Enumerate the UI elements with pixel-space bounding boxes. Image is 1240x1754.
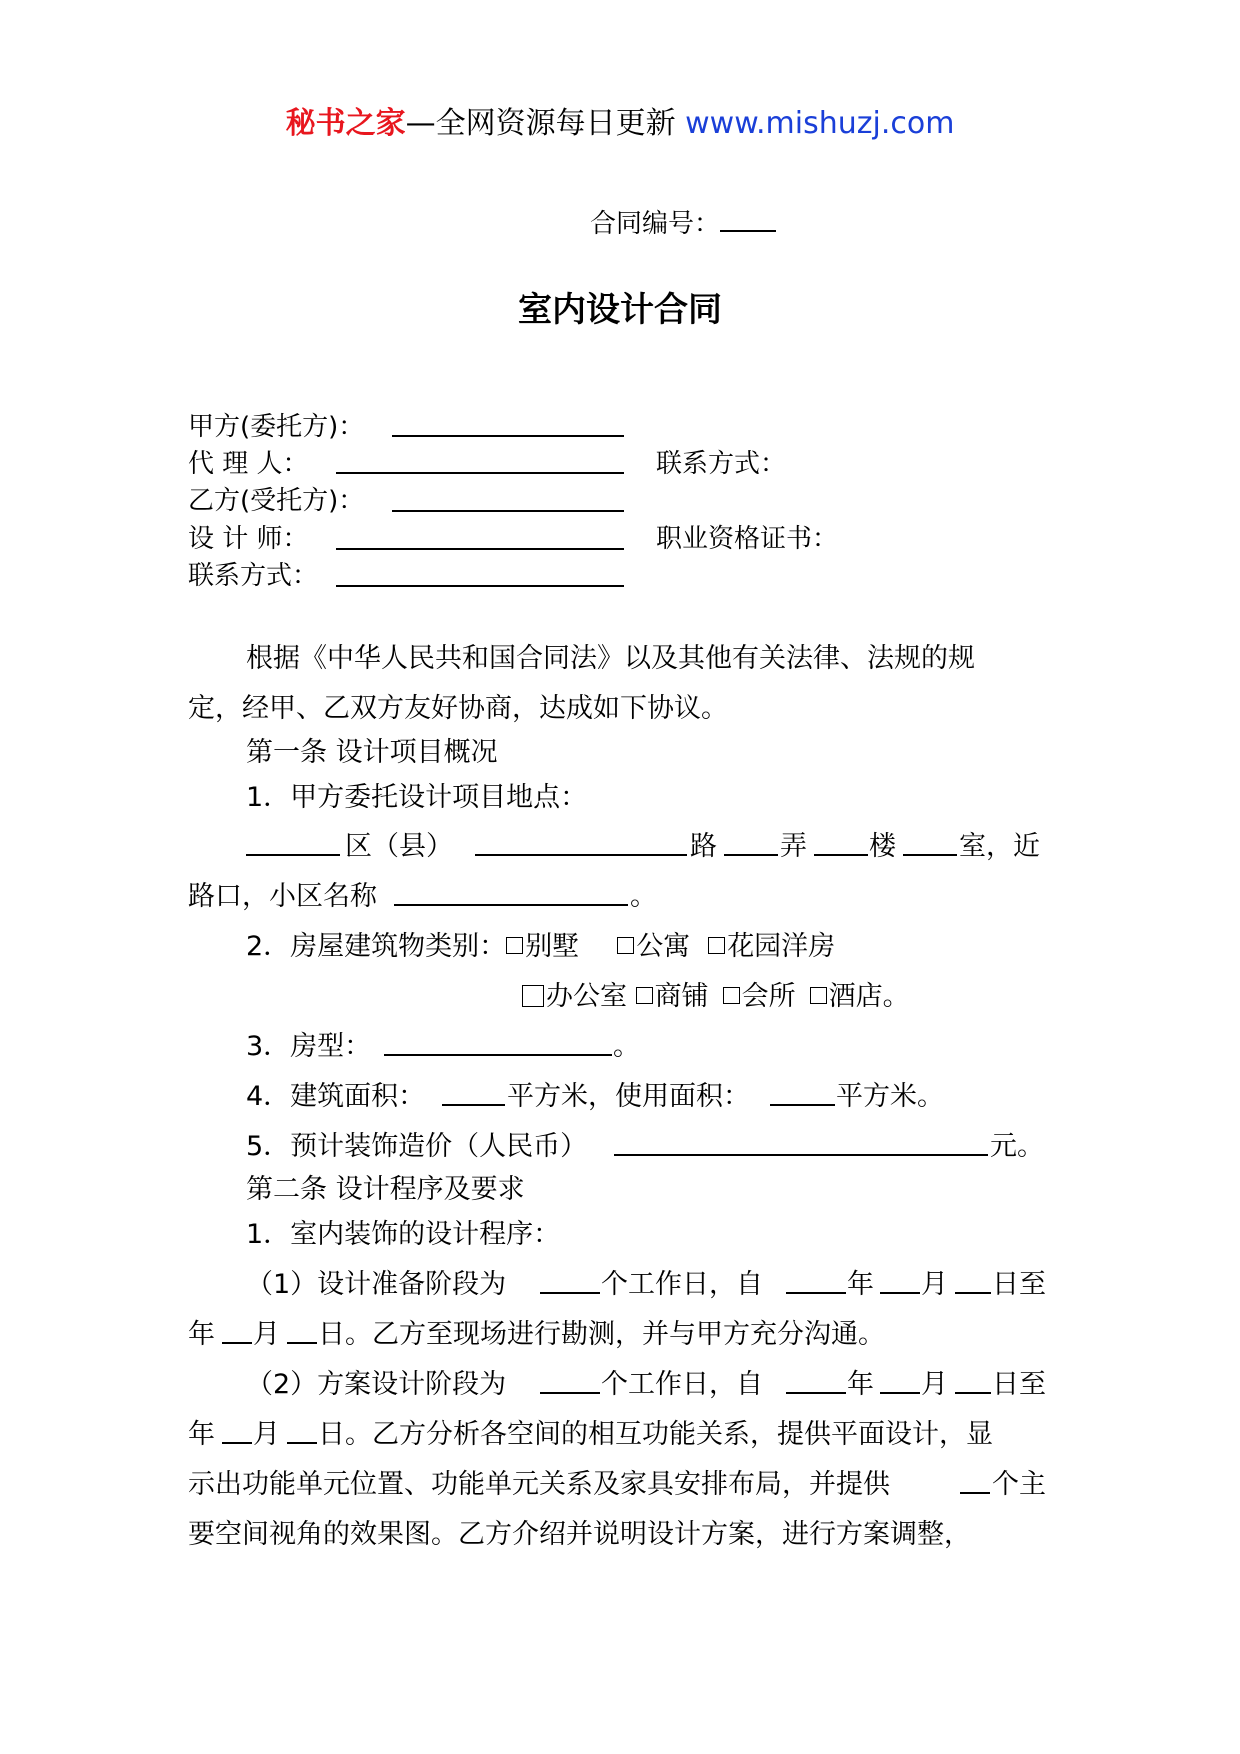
office-checkbox[interactable]: [522, 985, 544, 1007]
garden-house-label: 花园洋房: [727, 931, 836, 962]
scheme-end-month-label: 月: [253, 1419, 280, 1450]
scheme-description-3: 要空间视角的效果图。乙方介绍并说明设计方案，进行方案调整，: [188, 1519, 971, 1550]
article-2-heading: 第二条 设计程序及要求: [246, 1174, 525, 1205]
prep-phase-label: （1）设计准备阶段为: [246, 1269, 507, 1300]
lane-blank: [724, 854, 778, 856]
intro-line-2: 定，经甲、乙双方友好协商，达成如下协议。: [188, 693, 728, 724]
scheme-description-2-end: 个主: [992, 1469, 1046, 1500]
scheme-phase-label: （2）方案设计阶段为: [246, 1369, 507, 1400]
building-label: 楼: [869, 831, 896, 862]
period-2: 。: [613, 1031, 640, 1062]
agent-contact-label: 联系方式：: [656, 449, 787, 479]
scheme-start-month-blank: [880, 1392, 920, 1394]
road-label: 路: [690, 831, 717, 862]
prep-end-year-label: 年: [188, 1319, 215, 1350]
design-procedure-heading: 1．室内装饰的设计程序：: [246, 1219, 561, 1250]
scheme-year-label: 年: [847, 1369, 874, 1400]
club-checkbox[interactable]: [723, 987, 740, 1004]
prep-start-month-blank: [880, 1292, 920, 1294]
club-label: 会所: [741, 981, 796, 1012]
scheme-day-to-label: 日至: [992, 1369, 1046, 1400]
room-label: 室，近: [959, 831, 1040, 862]
header-slogan: —全网资源每日更新: [405, 106, 686, 141]
prep-end-month-blank: [222, 1342, 252, 1344]
room-blank: [903, 854, 957, 856]
intersection-label: 路口，小区名称: [188, 881, 377, 912]
contract-number-blank: [720, 204, 776, 232]
prep-start-year-blank: [786, 1292, 846, 1294]
apartment-checkbox[interactable]: [617, 937, 634, 954]
hotel-checkbox[interactable]: [810, 987, 827, 1004]
scheme-end-day-blank: [287, 1442, 317, 1444]
agent-label: 代 理 人：: [188, 449, 309, 479]
scheme-workdays-label: 个工作日，自: [601, 1369, 763, 1400]
site-url-link[interactable]: www.mishuzj.com: [685, 106, 955, 141]
district-blank: [246, 854, 340, 856]
villa-checkbox[interactable]: [506, 937, 523, 954]
community-blank: [394, 904, 628, 906]
lane-label: 弄: [780, 831, 807, 862]
item-5-cost-label: 5．预计装饰造价（人民币）: [246, 1131, 588, 1162]
district-label: 区（县）: [345, 831, 453, 862]
building-blank: [814, 854, 868, 856]
brand-name: 秘书之家: [285, 106, 406, 141]
road-blank: [475, 854, 687, 856]
item-1-location: 1．甲方委托设计项目地点：: [246, 782, 588, 813]
prep-end-month-label: 月: [253, 1319, 280, 1350]
room-type-blank: [384, 1054, 612, 1056]
scheme-description-2: 示出功能单元位置、功能单元关系及家具安排布局，并提供: [188, 1469, 890, 1500]
contract-number: [590, 203, 776, 240]
prep-year-label: 年: [847, 1269, 874, 1300]
yuan-label: 元。: [990, 1131, 1044, 1162]
prep-start-day-blank: [955, 1292, 991, 1294]
building-area-blank: [442, 1104, 505, 1106]
contact-label: 联系方式：: [188, 561, 319, 591]
prep-phase-description: 日。乙方至现场进行勘测，并与甲方充分沟通。: [318, 1319, 885, 1350]
contact-blank: [336, 585, 624, 587]
scheme-start-day-blank: [955, 1392, 991, 1394]
agent-blank: [336, 472, 624, 474]
document-title: 室内设计合同: [518, 290, 722, 330]
prep-days-blank: [540, 1292, 600, 1294]
designer-blank: [336, 548, 624, 550]
contract-number-label: 合同编号：: [590, 209, 721, 239]
prep-month-label: 月: [921, 1269, 948, 1300]
prep-end-day-blank: [287, 1342, 317, 1344]
party-b-blank: [392, 510, 624, 512]
scheme-days-blank: [540, 1392, 600, 1394]
usable-area-blank: [770, 1104, 835, 1106]
article-1-heading: 第一条 设计项目概况: [246, 737, 498, 768]
designer-label: 设 计 师：: [188, 524, 309, 554]
prep-workdays-label: 个工作日，自: [601, 1269, 763, 1300]
party-b-label: 乙方(受托方)：: [188, 486, 365, 516]
villa-label: 别墅: [525, 931, 580, 962]
shop-checkbox[interactable]: [636, 987, 653, 1004]
item-2-building-type: [246, 924, 835, 963]
prep-day-to-label: 日至: [992, 1269, 1046, 1300]
scheme-end-year-label: 年: [188, 1419, 215, 1450]
shop-label: 商铺: [654, 981, 709, 1012]
item-3-room-type: 3．房型：: [246, 1031, 372, 1062]
render-count-blank: [960, 1492, 990, 1494]
scheme-description-1: 日。乙方分析各空间的相互功能关系，提供平面设计，显: [318, 1419, 993, 1450]
scheme-month-label: 月: [921, 1369, 948, 1400]
scheme-end-month-blank: [222, 1442, 252, 1444]
site-header: [0, 98, 1240, 142]
qualification-label: 职业资格证书：: [656, 524, 839, 554]
office-label: 办公室: [546, 981, 627, 1012]
building-type-options-row-2: [522, 974, 910, 1013]
square-meters-label: 平方米。: [836, 1081, 944, 1112]
scheme-start-year-blank: [786, 1392, 846, 1394]
hotel-label: 酒店。: [828, 981, 910, 1012]
intro-line-1: 根据《中华人民共和国合同法》以及其他有关法律、法规的规: [246, 643, 975, 674]
item-2-label: 2．房屋建筑物类别：: [246, 931, 507, 962]
garden-house-checkbox[interactable]: [708, 937, 725, 954]
cost-blank: [614, 1154, 988, 1156]
usable-area-label: 平方米，使用面积：: [507, 1081, 750, 1112]
party-a-label: 甲方(委托方)：: [188, 412, 365, 442]
apartment-label: 公寓: [636, 931, 691, 962]
party-a-blank: [392, 435, 624, 437]
item-4-area-label: 4．建筑面积：: [246, 1081, 426, 1112]
period-1: 。: [630, 881, 657, 912]
